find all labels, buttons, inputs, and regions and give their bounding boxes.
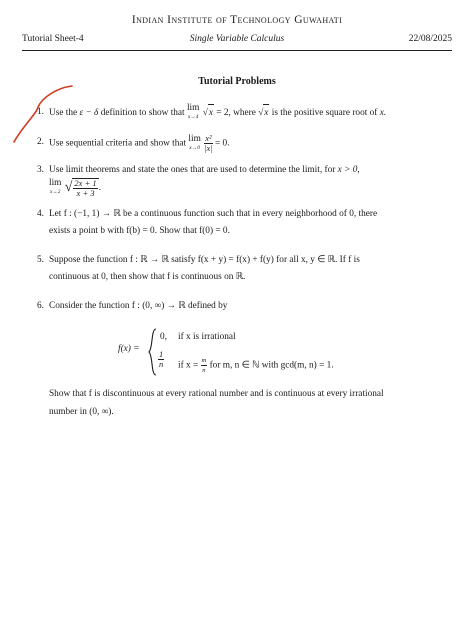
section-title: Tutorial Problems <box>198 76 276 87</box>
problem-text: Suppose the function f : ℝ → ℝ satisfy f(x + y) = f(x) + f(y) for all x, y ∈ ℝ. If f is <box>49 255 360 265</box>
problem-text: continuous at 0, then show that f is continuous on ℝ. <box>49 272 246 282</box>
course-label: Single Variable Calculus <box>189 34 285 44</box>
math-epsilon-delta: ε − δ <box>79 108 99 119</box>
case-1-condition: if x is irrational <box>178 332 236 342</box>
problem-number: 6. <box>37 301 44 311</box>
fraction: $\frac{2x + 1}{x + 3}$ <box>74 178 97 198</box>
problem-text: number in (0, ∞). <box>49 407 114 417</box>
piecewise-definition <box>118 328 448 376</box>
problem-text: Use the <box>49 108 80 119</box>
problem-text: Let f : (−1, 1) → ℝ be a continuous function such that in every neighborhood of 0, there <box>49 209 378 219</box>
date-label: 22/08/2025 <box>408 34 452 44</box>
limit-symbol: lim x→0 <box>188 133 201 151</box>
case-2-value: $\frac{1}{n}$ <box>159 349 164 369</box>
problem-number: 5. <box>37 255 44 265</box>
problem-text: Consider the function f : (0, ∞) → ℝ defined by <box>49 301 228 311</box>
case-2-condition: if x = $\frac{m}{n}$ for m, n ∈ ℕ with gcd(m, n) = 1. <box>178 357 334 374</box>
problem-number: 3. <box>37 165 44 175</box>
piecewise-lhs: f(x) = <box>118 344 140 354</box>
left-brace-icon <box>148 328 158 376</box>
institute-title: Indian Institute of Technology Guwahati <box>131 14 343 26</box>
problem-text: definition to show that <box>98 108 187 119</box>
problem-number: 1. <box>37 107 44 117</box>
problem-text: exists a point b with f(b) = 0. Show that f(0) = 0. <box>49 226 230 236</box>
problem-text: Use limit theorems and state the ones that are used to determine the limit, for <box>49 165 338 175</box>
case-1-value: 0, <box>160 332 167 342</box>
fraction: $\frac{\text{x²}}{|x|}$ <box>204 133 213 153</box>
limit-symbol: lim x→2 <box>49 178 62 195</box>
problem-text: Use sequential criteria and show that <box>49 138 189 149</box>
problem-text: Show that f is discontinuous at every rational number and is continuous at every irrational <box>49 389 384 399</box>
header-row <box>22 34 452 48</box>
limit-symbol: lim x→4 <box>186 103 200 120</box>
sheet-label: Tutorial Sheet-4 <box>22 34 84 44</box>
sqrt-arg: x <box>208 104 214 121</box>
problem-number: 4. <box>37 209 44 219</box>
problem-number: 2. <box>37 137 44 147</box>
header-rule <box>22 50 452 51</box>
